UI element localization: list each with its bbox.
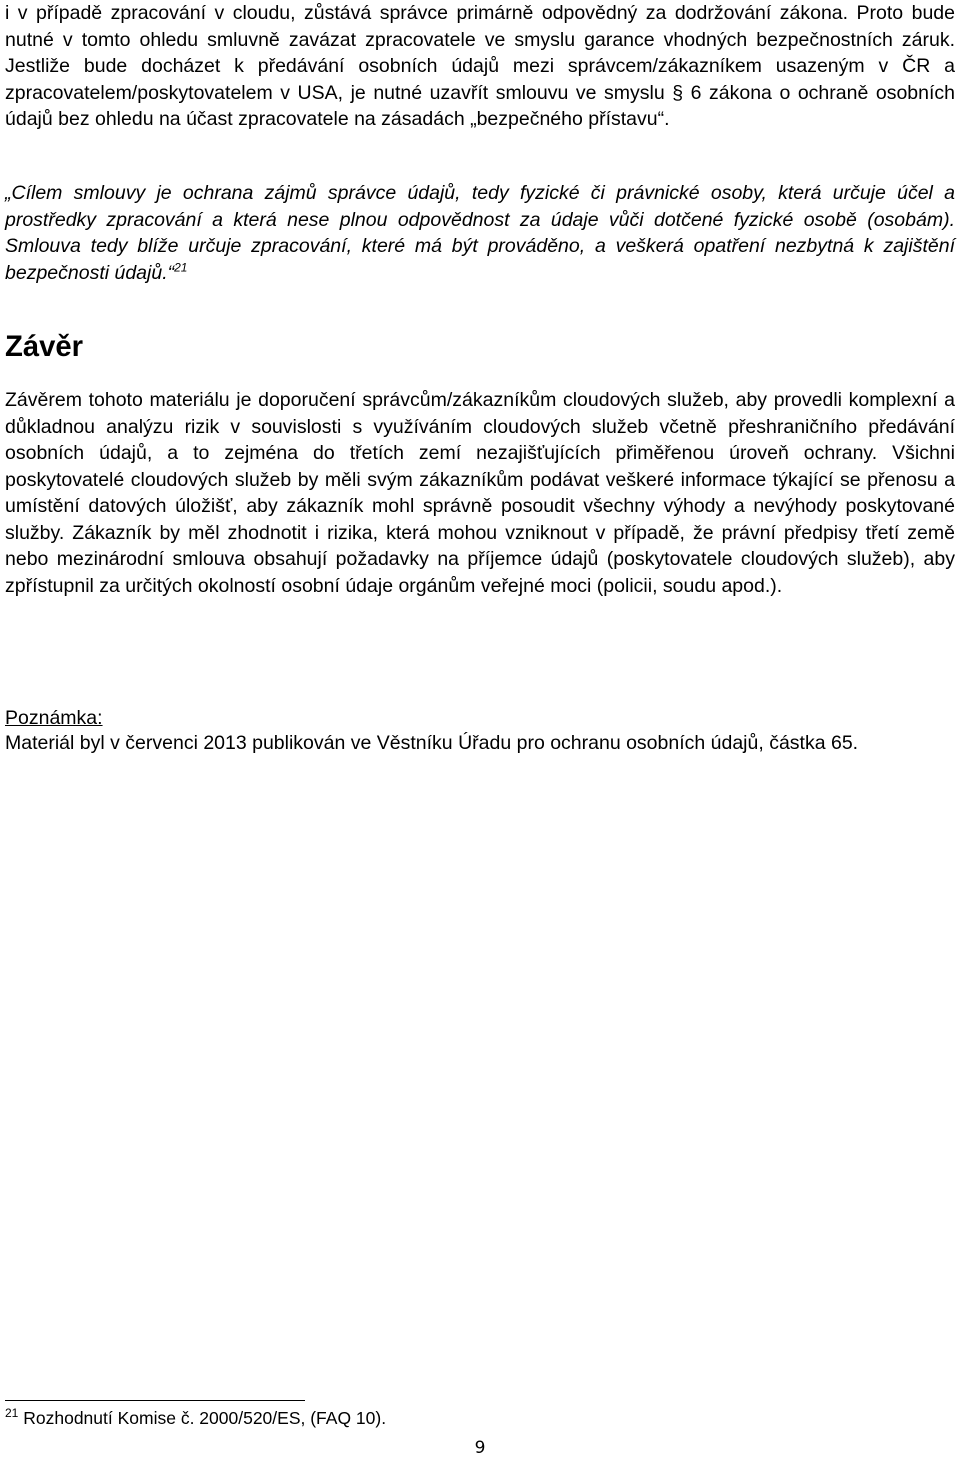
paragraph-conclusion: Závěrem tohoto materiálu je doporučení správcům/zákazníkům cloudových služeb, aby provedli komplexní a důkladnou analýzu rizik v souvislosti s využíváním cloudových služeb včetně přeshraničního předávání osobních údajů, a to zejména do třetích zemí nezajišťujících přiměřenou úroveň ochrany. Všichni poskytovatelé cloudových služeb by měli svým zákazníkům podávat veškeré informace týkající se přenosu a umístění datových úložišť, aby zákazník mohl správně posoudit všechny výhody a nevýhody poskytované služby. Zákazník by měl zhodnotit i rizika, která mohou vzniknout v případě, že právní předpisy třetí země nebo mezinárodní smlouva obsahují požadavky na příjemce údajů (poskytovatele cloudových služeb), aby zpřístupnil za určitých okolností osobní údaje orgánům veřejné moci (policii, soudu apod.). (5, 389, 955, 597)
page-number: 9 (474, 1438, 486, 1458)
section-heading-conclusion: Závěr (5, 331, 84, 363)
paragraph-processor-obligations: i v případě zpracování v cloudu, zůstává správce primárně odpovědný za dodržování zákona. Proto bude nutné v tomto ohledu smluvně zavázat zpracovatele ve smyslu garance vhodných bezpečnostních záruk. Jestliže bude docházet k předávání osobních údajů mezi správcem/zákazníkem usazeným v ČR a zpracovatelem/poskytovatelem v USA, je nutné uzavřít smlouvu ve smyslu § 6 zákona o ochraně osobních údajů bez ohledu na účast zpracovatele na zásadách „bezpečného přístavu“. (5, 2, 955, 130)
note-text: Materiál byl v červenci 2013 publikován ve Věstníku Úřadu pro ochranu osobních údajů, částka 65. (5, 732, 859, 754)
note-label: Poznámka: (5, 707, 103, 729)
footnote-text: Rozhodnutí Komise č. 2000/520/ES, (FAQ 10). (23, 1408, 387, 1428)
quote-text: „Cílem smlouvy je ochrana zájmů správce údajů, tedy fyzické či právnické osoby, která určuje účel a prostředky zpracování a která nese plnou odpovědnost za údaje vůči dotčené fyzické osobě (osobám). Smlouva tedy blíže určuje zpracování, které má být prováděno, a veškerá opatření nezbytná k zajištění bezpečnosti údajů.“ (5, 182, 955, 284)
footnote-number: 21 (5, 1406, 19, 1421)
footnote-separator (5, 1400, 305, 1401)
quote-paragraph (5, 180, 955, 286)
footnote (5, 1406, 386, 1430)
footnote-reference[interactable]: 21 (174, 260, 188, 274)
